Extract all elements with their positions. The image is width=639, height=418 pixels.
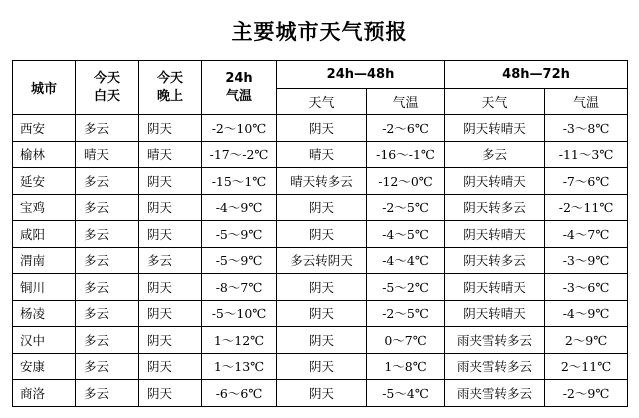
cell-24h-temp: -15～1℃ [202, 168, 277, 195]
page-title: 主要城市天气预报 [231, 20, 408, 44]
cell-48h-temp: -5～2℃ [367, 274, 445, 301]
cell-24h-temp: -8～7℃ [202, 274, 277, 301]
table-row [13, 168, 628, 195]
cell-today-day: 多云 [76, 168, 139, 195]
header-today-day-line2: 白天 [93, 88, 120, 104]
cell-48h-weather: 多云转阴天 [277, 247, 367, 274]
cell-city: 安康 [13, 353, 76, 380]
cell-24h-temp: -5～9℃ [202, 221, 277, 248]
cell-48h-temp: -2～5℃ [367, 300, 445, 327]
header-24h-48h: 24h—48h [277, 61, 445, 89]
cell-72h-weather: 阴天转晴天 [445, 221, 545, 248]
forecast-table [12, 60, 628, 407]
cell-today-night: 阴天 [139, 168, 202, 195]
header-24h-temp [202, 61, 277, 115]
cell-city: 商洛 [13, 380, 76, 407]
header-today-night-line2: 晚上 [156, 88, 183, 104]
cell-48h-temp: -2～6℃ [367, 115, 445, 142]
cell-today-day: 多云 [76, 300, 139, 327]
cell-72h-temp: -4～7℃ [545, 221, 628, 248]
cell-today-night: 阴天 [139, 221, 202, 248]
cell-city: 延安 [13, 168, 76, 195]
cell-24h-temp: -6～6℃ [202, 380, 277, 407]
table-row [13, 380, 628, 407]
cell-today-day: 多云 [76, 353, 139, 380]
header-48h-temp: 气温 [367, 89, 445, 115]
cell-24h-temp: 1～13℃ [202, 353, 277, 380]
cell-48h-temp: 0～7℃ [367, 327, 445, 354]
cell-48h-temp: -16～-1℃ [367, 141, 445, 168]
cell-48h-weather: 晴天转多云 [277, 168, 367, 195]
cell-72h-weather: 雨夹雪转多云 [445, 380, 545, 407]
cell-today-night: 阴天 [139, 380, 202, 407]
header-48h-72h: 48h—72h [445, 61, 628, 89]
cell-72h-temp: -11～3℃ [545, 141, 628, 168]
cell-48h-weather: 阴天 [277, 300, 367, 327]
cell-today-day: 多云 [76, 194, 139, 221]
cell-24h-temp: -2～10℃ [202, 115, 277, 142]
cell-today-night: 阴天 [139, 300, 202, 327]
cell-72h-weather: 雨夹雪转多云 [445, 327, 545, 354]
cell-48h-weather: 阴天 [277, 353, 367, 380]
cell-48h-temp: -4～4℃ [367, 247, 445, 274]
table-row [13, 221, 628, 248]
cell-today-night: 阴天 [139, 194, 202, 221]
cell-today-night: 阴天 [139, 115, 202, 142]
header-today-day [76, 61, 139, 115]
cell-72h-weather: 雨夹雪转多云 [445, 353, 545, 380]
table-row [13, 141, 628, 168]
cell-today-night: 阴天 [139, 274, 202, 301]
cell-24h-temp: -4～9℃ [202, 194, 277, 221]
cell-today-night: 多云 [139, 247, 202, 274]
header-today-night [139, 61, 202, 115]
cell-24h-temp: -5～10℃ [202, 300, 277, 327]
cell-72h-weather: 阴天转多云 [445, 247, 545, 274]
cell-48h-temp: -4～5℃ [367, 221, 445, 248]
cell-48h-weather: 晴天 [277, 141, 367, 168]
header-72h-temp: 气温 [545, 89, 628, 115]
cell-today-day: 多云 [76, 115, 139, 142]
cell-24h-temp: -5～9℃ [202, 247, 277, 274]
header-24h-line2: 气温 [225, 88, 252, 104]
cell-48h-weather: 阴天 [277, 194, 367, 221]
table-body [13, 115, 628, 407]
header-72h-weather: 天气 [445, 89, 545, 115]
cell-today-day: 晴天 [76, 141, 139, 168]
table-row [13, 327, 628, 354]
cell-48h-weather: 阴天 [277, 274, 367, 301]
header-today-night-line1: 今天 [156, 70, 183, 86]
cell-72h-weather: 多云 [445, 141, 545, 168]
cell-today-day: 多云 [76, 327, 139, 354]
cell-72h-weather: 阴天转晴天 [445, 300, 545, 327]
cell-today-night: 晴天 [139, 141, 202, 168]
header-24h-line1: 24h [225, 70, 253, 86]
cell-72h-temp: -2～11℃ [545, 194, 628, 221]
cell-72h-temp: 2～9℃ [545, 327, 628, 354]
cell-72h-weather: 阴天转晴天 [445, 115, 545, 142]
header-48h-weather: 天气 [277, 89, 367, 115]
cell-city: 铜川 [13, 274, 76, 301]
cell-48h-weather: 阴天 [277, 380, 367, 407]
cell-city: 杨凌 [13, 300, 76, 327]
cell-72h-weather: 阴天转晴天 [445, 168, 545, 195]
cell-48h-temp: 1～8℃ [367, 353, 445, 380]
cell-city: 汉中 [13, 327, 76, 354]
header-today-day-line1: 今天 [93, 70, 120, 86]
cell-today-day: 多云 [76, 247, 139, 274]
cell-72h-weather: 阴天转晴天 [445, 274, 545, 301]
cell-72h-temp: -3～8℃ [545, 115, 628, 142]
cell-48h-temp: -2～5℃ [367, 194, 445, 221]
cell-48h-weather: 阴天 [277, 221, 367, 248]
table-row [13, 115, 628, 142]
cell-48h-weather: 阴天 [277, 115, 367, 142]
cell-today-night: 阴天 [139, 353, 202, 380]
cell-72h-temp: -7～6℃ [545, 168, 628, 195]
cell-48h-temp: -12～0℃ [367, 168, 445, 195]
table-row [13, 353, 628, 380]
cell-city: 西安 [13, 115, 76, 142]
cell-72h-temp: -4～9℃ [545, 300, 628, 327]
cell-48h-temp: -5～4℃ [367, 380, 445, 407]
cell-24h-temp: -17～-2℃ [202, 141, 277, 168]
cell-city: 榆林 [13, 141, 76, 168]
cell-city: 宝鸡 [13, 194, 76, 221]
cell-today-day: 多云 [76, 221, 139, 248]
table-row [13, 274, 628, 301]
cell-72h-temp: -2～9℃ [545, 380, 628, 407]
cell-48h-weather: 阴天 [277, 327, 367, 354]
cell-today-day: 多云 [76, 274, 139, 301]
cell-72h-temp: 2～11℃ [545, 353, 628, 380]
cell-72h-weather: 阴天转多云 [445, 194, 545, 221]
cell-city: 咸阳 [13, 221, 76, 248]
table-row [13, 300, 628, 327]
table-row [13, 194, 628, 221]
cell-today-day: 多云 [76, 380, 139, 407]
table-row [13, 247, 628, 274]
cell-72h-temp: -3～6℃ [545, 274, 628, 301]
cell-today-night: 阴天 [139, 327, 202, 354]
cell-24h-temp: 1～12℃ [202, 327, 277, 354]
cell-city: 渭南 [13, 247, 76, 274]
cell-72h-temp: -3～9℃ [545, 247, 628, 274]
header-city: 城市 [13, 61, 76, 115]
